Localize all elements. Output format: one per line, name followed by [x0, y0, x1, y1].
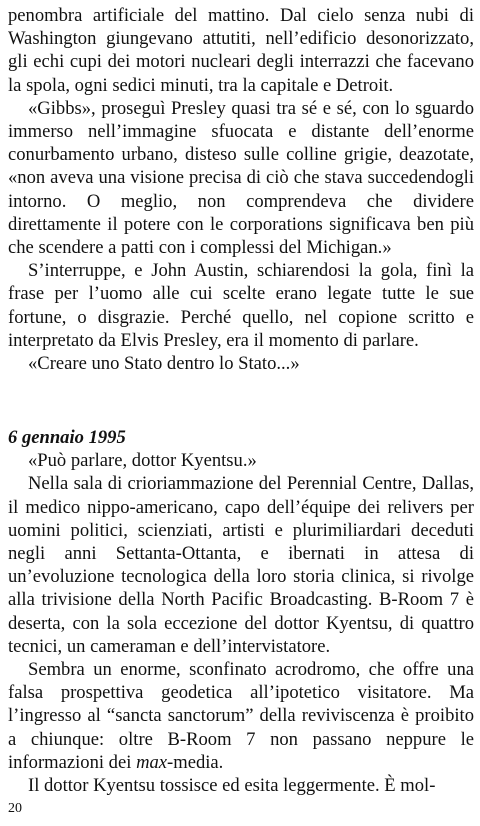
text-section-dated — [8, 426, 474, 797]
paragraph-quote: «Creare uno Stato dentro lo Stato...» — [28, 353, 300, 375]
media-word: max — [136, 751, 168, 773]
date-heading: 6 gennaio 1995 — [8, 427, 126, 448]
paragraph-last: Il dottor Kyentsu tossisce ed esita leggermente. È mol- — [28, 775, 436, 797]
paragraph-cryo-room: Nella sala di crioriammazione del Perennial Centre, Dallas, il medico nippo-americano, capo dell’équipe dei relivers per uomini politici, scienziati, artisti e plurimiliardari deceduti negli anni Settanta-Ottanta, e ibernati in attesa di un’evoluzione tecnologica della loro storia clinica, si rivolge alla trivisione della North Pacific Broadcasting. B-Room 7 è deserta, con la sola eccezione del dottor Kyentsu, di quattro tecnici, un cameraman e dell’intervistatore. — [8, 473, 474, 657]
text-section-continuation — [8, 4, 474, 375]
page-number: 20 — [8, 801, 22, 816]
paragraph-continuation: penombra artificiale del mattino. Dal cielo senza nubi di Washington giungevano attutiti, nell’edificio desonorizzato, gli echi cupi dei motori nucleari degli interrazzi che facevano la spola, ogni sedici minuti, tra la capitale e Detroit. — [8, 5, 474, 96]
paragraph-opening-quote: «Può parlare, dottor Kyentsu.» — [28, 450, 257, 472]
paragraph-gibbs: «Gibbs», proseguì Presley quasi tra sé e sé, con lo sguardo immerso nell’immagine sfuocata e distante dell’enorme conurbamento urbano, disteso sulle colline grigie, deazotate, «non aveva una visione precisa di ciò che stava succedendogli intorno. O meglio, non comprendeva che dividere direttamente il potere con le corporations significava ben più che scendere a patti con i complessi del Michigan.» — [8, 97, 474, 259]
paragraph-acrodrome-text: Sembra un enorme, sconfinato acrodromo, che offre una falsa prospettiva geodetica all’ipotetico visitatore. Ma l’ingresso al “sancta sanctorum” della reviviscenza è proibito a chiunque: oltre B-Room 7 non passano neppure le informazioni dei — [8, 659, 474, 773]
media-suffix: -media. — [167, 751, 224, 773]
paragraph-acrodrome — [8, 658, 474, 774]
paragraph-austin: S’interruppe, e John Austin, schiarendosi la gola, finì la frase per l’uomo alle cui scelte erano legate tutte le sue fortune, o disgrazie. Perché quello, nel copione scritto e interpretato da Elvis Presley, era il momento di parlare. — [8, 260, 474, 351]
